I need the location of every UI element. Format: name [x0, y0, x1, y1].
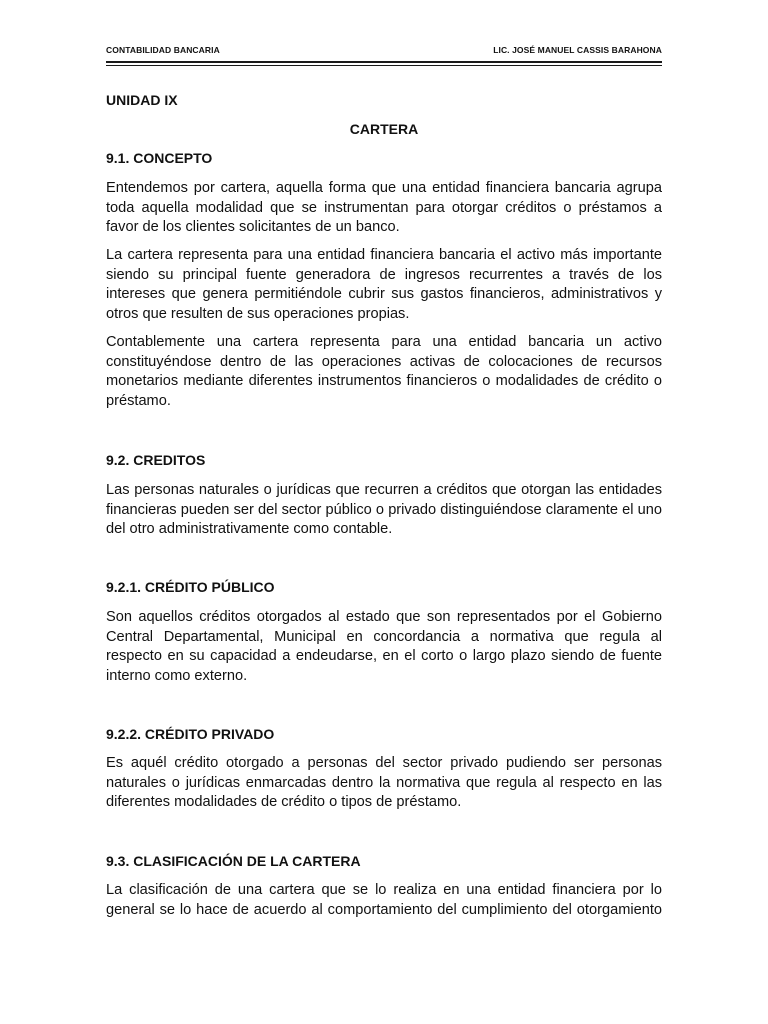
- header-rule-thick: [106, 61, 662, 63]
- paragraph-credito-privado: Es aquél crédito otorgado a personas del sector privado pudiendo ser personas naturales o jurídicas enmarcadas dentro la normativa que regula al respecto en las diferentes modalidades de crédito o tipos de préstamo.: [106, 755, 662, 810]
- section-heading-concepto: 9.1. CONCEPTO: [106, 150, 213, 166]
- section-heading-creditos: 9.2. CREDITOS: [106, 452, 206, 468]
- header-rule-thin: [106, 65, 662, 66]
- section-heading-credito-privado: 9.2.2. CRÉDITO PRIVADO: [106, 726, 275, 742]
- header-course-title: CONTABILIDAD BANCARIA: [106, 45, 220, 55]
- paragraph-concepto-1: Entendemos por cartera, aquella forma que una entidad financiera bancaria agrupa toda aquella modalidad que se instrumentan para otorgar créditos o préstamos a favor de los clientes solicitantes de un banco.: [106, 180, 662, 235]
- paragraph-concepto-3: Contablemente una cartera representa para una entidad bancaria un activo constituyéndose dentro de las operaciones activas de colocaciones de recursos monetarios mediante diferentes instrumentos financieros o modalidades de crédito o préstamo.: [106, 334, 662, 409]
- chapter-title: CARTERA: [349, 121, 419, 137]
- section-heading-clasificacion: 9.3. CLASIFICACIÓN DE LA CARTERA: [106, 853, 361, 869]
- paragraph-concepto-2: La cartera representa para una entidad financiera bancaria el activo más importante siendo su principal fuente generadora de ingresos recurrentes a través de los intereses que genera permitiéndole cubrir sus gastos financieros, administrativos y otros que resulten de sus operaciones propias.: [106, 247, 662, 322]
- header-author: LIC. JOSÉ MANUEL CASSIS BARAHONA: [493, 45, 662, 55]
- paragraph-credito-publico: Son aquellos créditos otorgados al estado que son representados por el Gobierno Central Departamental, Municipal en concordancia a normativa que regula al respecto en su capacidad a endeudarse, en el corto o largo plazo siendo de fuente interno como externo.: [106, 609, 662, 684]
- paragraph-creditos: Las personas naturales o jurídicas que recurren a créditos que otorgan las entidades financieras pueden ser del sector público o privado distinguiéndose claramente el uno del otro administrativamente como contable.: [106, 482, 662, 537]
- section-heading-credito-publico: 9.2.1. CRÉDITO PÚBLICO: [106, 579, 275, 595]
- unit-title: UNIDAD IX: [106, 92, 178, 108]
- page-header: [106, 45, 662, 59]
- paragraph-clasificacion: La clasificación de una cartera que se lo realiza en una entidad financiera por lo general se lo hace de acuerdo al comportamiento del cumplimiento del otorgamiento: [106, 882, 662, 918]
